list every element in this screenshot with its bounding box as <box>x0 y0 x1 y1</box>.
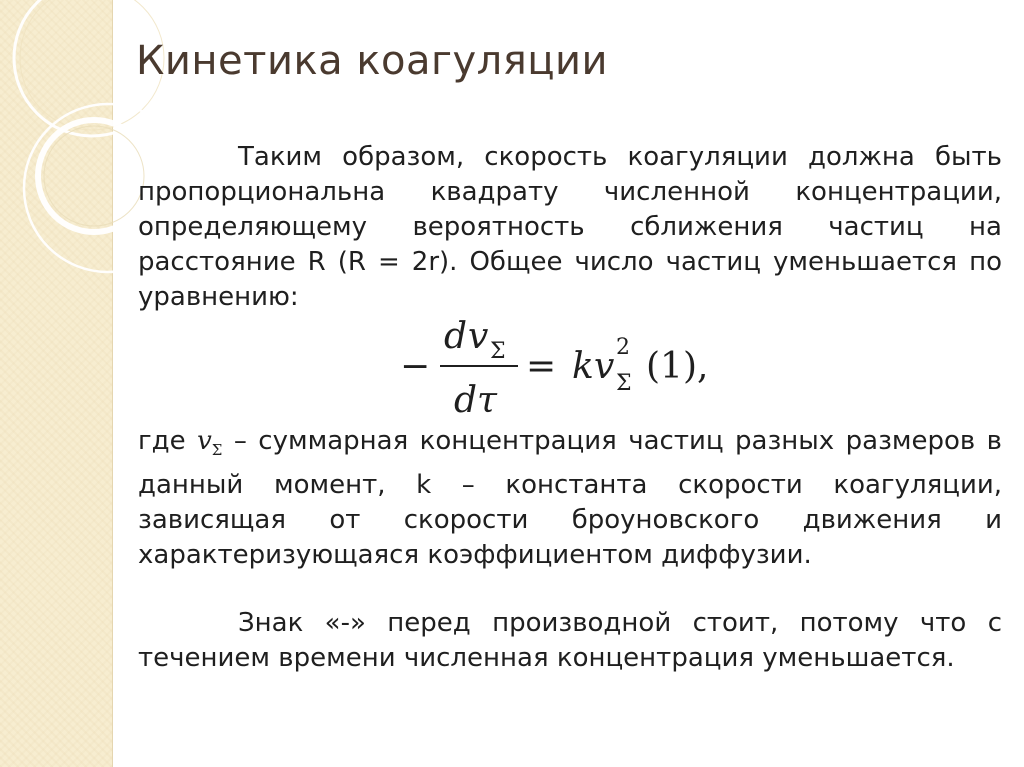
formula-minus: − <box>400 346 431 387</box>
formula-number-label: (1), <box>646 346 709 387</box>
sigma-subscript: Σ <box>211 441 223 459</box>
nu-symbol: v <box>197 426 212 456</box>
definitions-text: – суммарная концентрация частиц разных размеров в данный момент, k – константа скорости коагуляции, зависящая от скорости броуновского движения и характеризующаяся коэффициентом диффузии. <box>138 426 1003 570</box>
formula-denominator: dτ <box>454 380 497 421</box>
formula-numerator <box>444 316 506 364</box>
formula-exponent: 2 <box>616 335 630 360</box>
formula-rhs-nu: v <box>594 346 615 387</box>
paragraph-definitions-text <box>138 424 1002 573</box>
paragraph-definitions <box>138 424 1002 573</box>
slide-title: Кинетика коагуляции <box>136 38 609 84</box>
formula-equals: = <box>526 346 557 387</box>
formula-k: k <box>572 346 594 387</box>
coagulation-rate-equation <box>396 306 756 424</box>
formula-numerator-sigma: Σ <box>490 339 506 364</box>
paragraph-intro-text: Таким образом, скорость коагуляции должна быть пропорциональна квадрату численной концентрации, определяющему вероятность сближения частиц на расстояние R (R = 2r). Общее число частиц уменьшается по уравнению: <box>138 142 1002 312</box>
formula-numerator-nu: v <box>468 316 489 357</box>
formula-numerator-d: d <box>444 316 468 357</box>
definitions-prefix: где <box>138 426 198 456</box>
nu-sigma-symbol <box>197 426 223 459</box>
paragraph-intro <box>138 140 1002 315</box>
paragraph-sign-note <box>138 606 1002 676</box>
formula-rhs-sigma: Σ <box>616 371 632 396</box>
paragraph-sign-note-text: Знак «-» перед производной стоит, потому что с течением времени численная концентрация уменьшается. <box>138 608 1002 673</box>
